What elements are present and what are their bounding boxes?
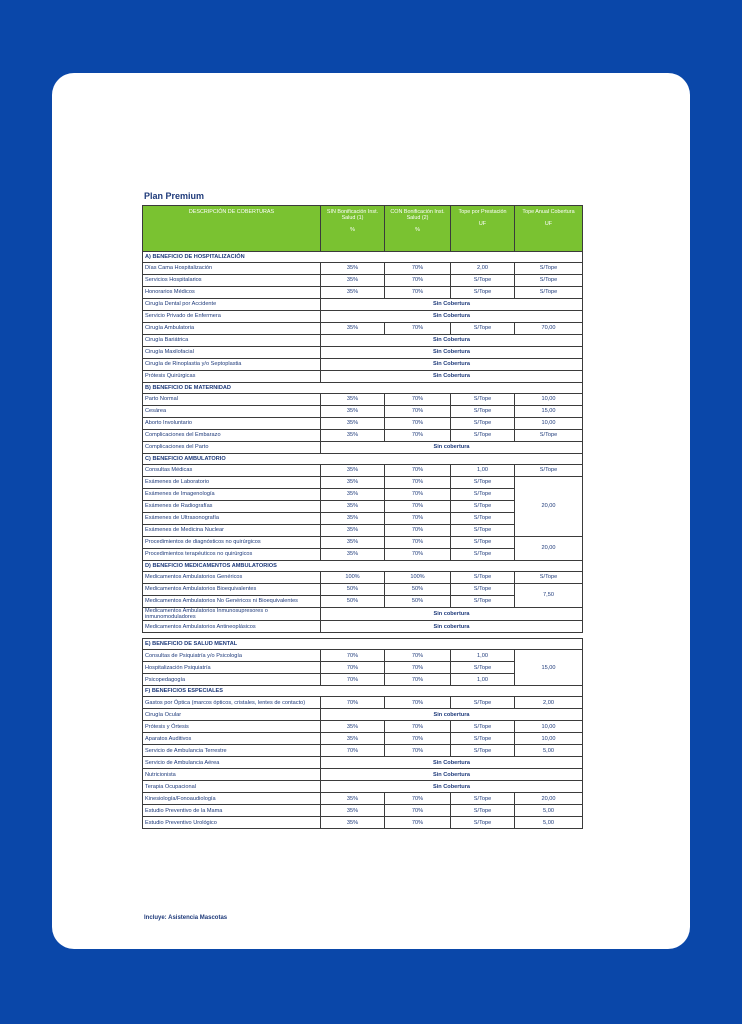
table-row	[143, 418, 583, 430]
cell-con: 70%	[385, 745, 451, 757]
row-label: Consultas de Psiquiatría y/o Psicología	[143, 650, 321, 662]
cell-con: 70%	[385, 525, 451, 537]
row-label: Días Cama Hospitalización	[143, 263, 321, 275]
row-label: Cirugía Dental por Accidente	[143, 299, 321, 311]
cell-tope: S/Tope	[451, 513, 515, 525]
cell-con: 70%	[385, 697, 451, 709]
row-label: Cirugía de Rinoplastia y/o Septoplastia	[143, 359, 321, 371]
table-row	[143, 650, 583, 662]
cell-tope: S/Tope	[451, 287, 515, 299]
cell-anual: S/Tope	[515, 275, 583, 287]
cell-sin: 35%	[321, 275, 385, 287]
section-row	[143, 454, 583, 465]
row-label: Cirugía Ocular	[143, 709, 321, 721]
cell-tope: S/Tope	[451, 477, 515, 489]
cell-sin: 35%	[321, 513, 385, 525]
cell-sin: 35%	[321, 793, 385, 805]
table-row	[143, 584, 583, 596]
table-row	[143, 621, 583, 633]
cell-sin: 50%	[321, 596, 385, 608]
cell-con: 50%	[385, 596, 451, 608]
row-label: Complicaciones del Parto	[143, 442, 321, 454]
row-label: Hospitalización Psiquiatría	[143, 662, 321, 674]
cell-sin: 35%	[321, 733, 385, 745]
row-label: Procedimientos terapéuticos no quirúrgicos	[143, 549, 321, 561]
row-label: Estudio Preventivo de la Mama	[143, 805, 321, 817]
cell-con: 70%	[385, 513, 451, 525]
cell-anual: 15,00	[515, 650, 583, 686]
table-row	[143, 537, 583, 549]
cell-sin: 35%	[321, 549, 385, 561]
cell-sin: 35%	[321, 721, 385, 733]
cell-anual: 5,00	[515, 805, 583, 817]
section-row	[143, 383, 583, 394]
cell-tope: 1,00	[451, 465, 515, 477]
cell-tope: S/Tope	[451, 549, 515, 561]
section-row	[143, 639, 583, 650]
cell-sin: 70%	[321, 662, 385, 674]
header-tope: Tope por Prestación UF	[451, 206, 515, 252]
cell-anual: 5,00	[515, 745, 583, 757]
cell-con: 70%	[385, 501, 451, 513]
cell-tope: S/Tope	[451, 323, 515, 335]
section-c: C) BENEFICIO AMBULATORIO	[143, 454, 583, 465]
cell-sin: 35%	[321, 418, 385, 430]
table-row	[143, 287, 583, 299]
cell-tope: S/Tope	[451, 430, 515, 442]
table-row	[143, 465, 583, 477]
row-label: Procedimientos de diagnósticos no quirúrgicos	[143, 537, 321, 549]
cell-tope: S/Tope	[451, 793, 515, 805]
row-label: Medicamentos Ambulatorios Genéricos	[143, 572, 321, 584]
cell-con: 70%	[385, 650, 451, 662]
cell-sin: 35%	[321, 805, 385, 817]
cell-tope: S/Tope	[451, 697, 515, 709]
cell-tope: S/Tope	[451, 501, 515, 513]
table-row	[143, 477, 583, 489]
row-label: Medicamentos Ambulatorios Bioequivalentes	[143, 584, 321, 596]
cell-no-coverage: Sin Cobertura	[321, 347, 583, 359]
table-row	[143, 769, 583, 781]
table-row	[143, 817, 583, 829]
row-label: Kinesiología/Fonoaudiología	[143, 793, 321, 805]
cell-anual: 20,00	[515, 477, 583, 537]
row-label: Cesárea	[143, 406, 321, 418]
section-e: E) BENEFICIO DE SALUD MENTAL	[143, 639, 583, 650]
cell-sin: 35%	[321, 287, 385, 299]
row-label: Estudio Preventivo Urológico	[143, 817, 321, 829]
row-label: Exámenes de Ultrasonografía	[143, 513, 321, 525]
table-row	[143, 406, 583, 418]
table-row	[143, 721, 583, 733]
cell-tope: 1,00	[451, 674, 515, 686]
cell-anual: 10,00	[515, 733, 583, 745]
section-d: D) BENEFICIO MEDICAMENTOS AMBULATORIOS	[143, 561, 583, 572]
cell-sin: 35%	[321, 465, 385, 477]
table-row	[143, 793, 583, 805]
cell-anual: S/Tope	[515, 263, 583, 275]
row-label: Exámenes de Laboratorio	[143, 477, 321, 489]
cell-sin: 35%	[321, 263, 385, 275]
table-row	[143, 263, 583, 275]
cell-con: 70%	[385, 430, 451, 442]
row-label: Complicaciones del Embarazo	[143, 430, 321, 442]
cell-no-coverage: Sin cobertura	[321, 442, 583, 454]
cell-sin: 35%	[321, 430, 385, 442]
cell-no-coverage: Sin Cobertura	[321, 769, 583, 781]
cell-con: 70%	[385, 287, 451, 299]
cell-sin: 35%	[321, 501, 385, 513]
table-row	[143, 275, 583, 287]
cell-sin: 35%	[321, 477, 385, 489]
row-label: Cirugía Bariátrica	[143, 335, 321, 347]
section-row	[143, 252, 583, 263]
coverage-table	[142, 205, 583, 829]
row-label: Servicio Privado de Enfermera	[143, 311, 321, 323]
cell-tope: S/Tope	[451, 394, 515, 406]
row-label: Servicio de Ambulancia Terrestre	[143, 745, 321, 757]
cell-con: 100%	[385, 572, 451, 584]
row-label: Prótesis y Órtesis	[143, 721, 321, 733]
cell-no-coverage: Sin Cobertura	[321, 335, 583, 347]
cell-sin: 35%	[321, 525, 385, 537]
table-header-row	[143, 206, 583, 252]
row-label: Psicopedagogía	[143, 674, 321, 686]
cell-con: 70%	[385, 275, 451, 287]
cell-tope: S/Tope	[451, 733, 515, 745]
cell-no-coverage: Sin cobertura	[321, 709, 583, 721]
table-row	[143, 299, 583, 311]
cell-anual: 10,00	[515, 418, 583, 430]
table-row	[143, 572, 583, 584]
cell-tope: 2,00	[451, 263, 515, 275]
row-label: Nutricionista	[143, 769, 321, 781]
cell-tope: S/Tope	[451, 489, 515, 501]
row-label: Consultas Médicas	[143, 465, 321, 477]
cell-sin: 70%	[321, 697, 385, 709]
table-row	[143, 709, 583, 721]
row-label: Gastos por Óptica (marcos ópticos, cristales, lentes de contacto)	[143, 697, 321, 709]
row-label: Cirugía Maxilofacial	[143, 347, 321, 359]
cell-anual: 20,00	[515, 537, 583, 561]
cell-tope: S/Tope	[451, 525, 515, 537]
cell-con: 70%	[385, 263, 451, 275]
cell-tope: S/Tope	[451, 418, 515, 430]
cell-anual: 20,00	[515, 793, 583, 805]
cell-tope: S/Tope	[451, 805, 515, 817]
cell-tope: S/Tope	[451, 596, 515, 608]
table-row	[143, 442, 583, 454]
cell-tope: S/Tope	[451, 275, 515, 287]
cell-sin: 35%	[321, 537, 385, 549]
table-row	[143, 781, 583, 793]
row-label: Parto Normal	[143, 394, 321, 406]
row-label: Exámenes de Medicina Nuclear	[143, 525, 321, 537]
table-row	[143, 745, 583, 757]
cell-anual: S/Tope	[515, 430, 583, 442]
cell-con: 50%	[385, 584, 451, 596]
footer-note: Incluye: Asistencia Mascotas	[144, 915, 228, 921]
cell-tope: S/Tope	[451, 662, 515, 674]
row-label: Cirugía Ambulatoria	[143, 323, 321, 335]
cell-sin: 70%	[321, 650, 385, 662]
cell-no-coverage: Sin Cobertura	[321, 299, 583, 311]
cell-con: 70%	[385, 733, 451, 745]
cell-tope: S/Tope	[451, 721, 515, 733]
cell-anual: 15,00	[515, 406, 583, 418]
section-f: F) BENEFICIOS ESPECIALES	[143, 686, 583, 697]
cell-no-coverage: Sin Cobertura	[321, 311, 583, 323]
cell-no-coverage: Sin Cobertura	[321, 359, 583, 371]
cell-con: 70%	[385, 674, 451, 686]
cell-sin: 35%	[321, 817, 385, 829]
cell-no-coverage: Sin Cobertura	[321, 757, 583, 769]
cell-sin: 70%	[321, 674, 385, 686]
table-row	[143, 347, 583, 359]
cell-anual: 7,50	[515, 584, 583, 608]
table-row	[143, 323, 583, 335]
table-row	[143, 805, 583, 817]
cell-tope: 1,00	[451, 650, 515, 662]
cell-con: 70%	[385, 721, 451, 733]
cell-con: 70%	[385, 394, 451, 406]
cell-tope: S/Tope	[451, 537, 515, 549]
plan-title: Plan Premium	[144, 191, 205, 201]
row-label: Honorarios Médicos	[143, 287, 321, 299]
row-label: Medicamentos Ambulatorios Inmunosupresores o inmunomoduladores	[143, 608, 321, 621]
cell-no-coverage: Sin Cobertura	[321, 781, 583, 793]
cell-con: 70%	[385, 406, 451, 418]
cell-con: 70%	[385, 537, 451, 549]
cell-no-coverage: Sin Cobertura	[321, 371, 583, 383]
row-label: Servicio de Ambulancia Aérea	[143, 757, 321, 769]
cell-con: 70%	[385, 323, 451, 335]
cell-con: 70%	[385, 477, 451, 489]
header-desc: DESCRIPCIÓN DE COBERTURAS	[143, 206, 321, 252]
cell-con: 70%	[385, 817, 451, 829]
cell-sin: 100%	[321, 572, 385, 584]
header-sin: SIN Bonificación Inst. Salud (1) %	[321, 206, 385, 252]
table-row	[143, 371, 583, 383]
row-label: Aparatos Auditivos	[143, 733, 321, 745]
cell-con: 70%	[385, 805, 451, 817]
section-row	[143, 561, 583, 572]
table-row	[143, 311, 583, 323]
row-label: Medicamentos Ambulatorios No Genéricos ni Bioequivalentes	[143, 596, 321, 608]
cell-con: 70%	[385, 489, 451, 501]
table-row	[143, 697, 583, 709]
header-anual: Tope Anual Cobertura UF	[515, 206, 583, 252]
cell-no-coverage: Sin cobertura	[321, 608, 583, 621]
row-label: Medicamentos Ambulatorios Antineoplásicos	[143, 621, 321, 633]
cell-sin: 35%	[321, 394, 385, 406]
cell-sin: 50%	[321, 584, 385, 596]
table-row	[143, 394, 583, 406]
row-label: Servicios Hospitalarios	[143, 275, 321, 287]
table-row	[143, 608, 583, 621]
cell-tope: S/Tope	[451, 745, 515, 757]
cell-tope: S/Tope	[451, 406, 515, 418]
cell-anual: 10,00	[515, 394, 583, 406]
table-row	[143, 359, 583, 371]
cell-con: 70%	[385, 549, 451, 561]
cell-con: 70%	[385, 662, 451, 674]
row-label: Exámenes de Radiografías	[143, 501, 321, 513]
header-con: CON Bonificación Inst. Salud (2) %	[385, 206, 451, 252]
table-row	[143, 430, 583, 442]
cell-anual: 2,00	[515, 697, 583, 709]
cell-no-coverage: Sin cobertura	[321, 621, 583, 633]
row-label: Aborto Involuntario	[143, 418, 321, 430]
cell-con: 70%	[385, 793, 451, 805]
cell-tope: S/Tope	[451, 584, 515, 596]
cell-sin: 35%	[321, 406, 385, 418]
cell-tope: S/Tope	[451, 572, 515, 584]
cell-sin: 35%	[321, 323, 385, 335]
table-row	[143, 733, 583, 745]
row-label: Terapia Ocupacional	[143, 781, 321, 793]
cell-con: 70%	[385, 418, 451, 430]
section-row	[143, 686, 583, 697]
cell-anual: 70,00	[515, 323, 583, 335]
section-a: A) BENEFICIO DE HOSPITALIZACIÓN	[143, 252, 583, 263]
cell-anual: S/Tope	[515, 572, 583, 584]
row-label: Prótesis Quirúrgicas	[143, 371, 321, 383]
table-row	[143, 757, 583, 769]
cell-tope: S/Tope	[451, 817, 515, 829]
cell-anual: S/Tope	[515, 287, 583, 299]
cell-sin: 70%	[321, 745, 385, 757]
table-row	[143, 335, 583, 347]
section-b: B) BENEFICIO DE MATERNIDAD	[143, 383, 583, 394]
cell-anual: 10,00	[515, 721, 583, 733]
cell-anual: S/Tope	[515, 465, 583, 477]
row-label: Exámenes de Imagenología	[143, 489, 321, 501]
cell-sin: 35%	[321, 489, 385, 501]
cell-anual: 5,00	[515, 817, 583, 829]
cell-con: 70%	[385, 465, 451, 477]
